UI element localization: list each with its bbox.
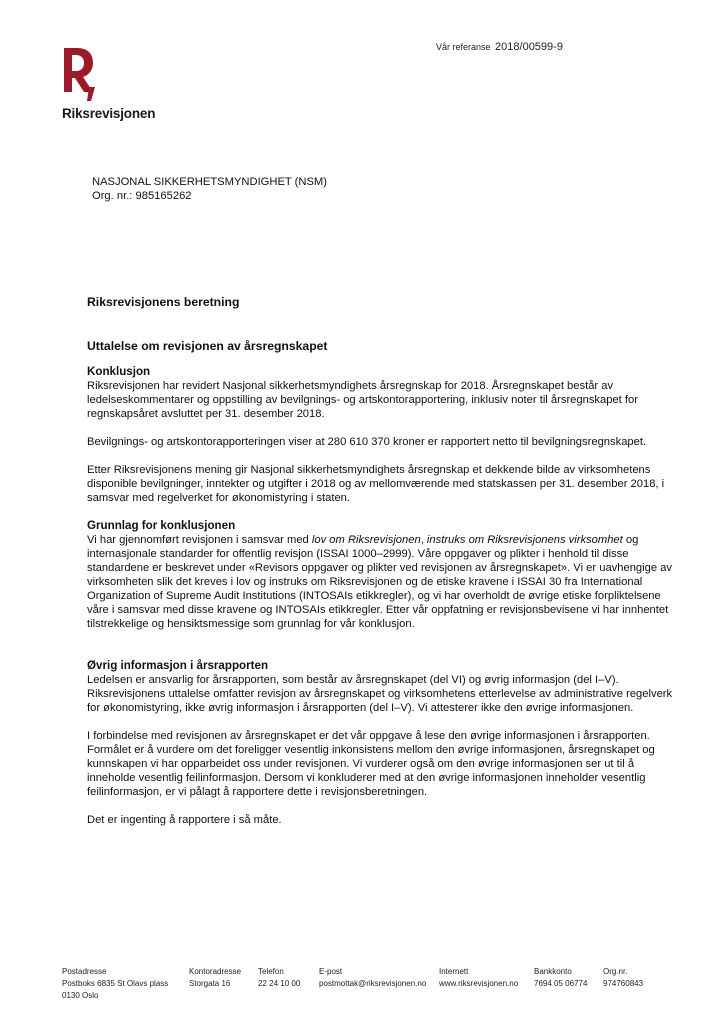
reference <box>436 41 563 53</box>
page-title: Riksrevisjonens beretning <box>87 295 240 309</box>
konklusjon-paragraph-1: Riksrevisjonen har revidert Nasjonal sikkerhetsmyndighets årsregnskap for 2018. Årsregnskapet består av ledelseskommentarer og oppstilling av bevilgnings- og artskontorapportering, inklusiv noter til årsregnskapet for regnskapsåret avsluttet per 31. desember 2018. <box>87 380 638 420</box>
footer-kontoradresse: Kontoradresse Storgata 16 <box>189 967 242 988</box>
law-reference: lov om Riksrevisjonen <box>311 534 421 546</box>
addressee <box>92 175 327 203</box>
footer-bankkonto: Bankkonto 7694 05 06774 <box>534 967 588 988</box>
logo-name: Riksrevisjonen <box>62 106 156 121</box>
ovrig-paragraph-2: I forbindelse med revisjonen av årsregnskapet er det vår oppgave å lese den øvrige informasjonen i årsrapporten. Formålet er å vurdere om det foreligger vesentlig inkonsistens mellom den øvrige informasjonen, årsregnskapet og kunnskapen vi har opparbeidet oss under revisjonen. Vi vurderer også om den øvrige informasjonen ser ut til å inneholde vesentlig feilinformasjon. Dersom vi konkluderer med at den øvrige informasjonen inneholder vesentlig feilinformasjon, er vi pålagt å rapportere dette i revisjonsberetningen. <box>87 730 655 798</box>
instruction-reference: instruks om Riksrevisjonens virksomhet <box>426 534 623 546</box>
konklusjon-heading: Konklusjon <box>87 365 151 378</box>
addressee-name: NASJONAL SIKKERHETSMYNDIGHET (NSM) <box>92 176 327 188</box>
grunnlag-paragraph: Vi har gjennomført revisjonen i samsvar med lov om Riksrevisjonen, instruks om Riksrevisjonens virksomhet og internasjonale standarder for offentlig revisjon (ISSAI 1000–2999). Våre oppgaver og plikter i henhold til disse standardene er beskrevet under «Revisors oppgaver og plikter ved revisjonen av årsregnskapet». Vi er uavhengige av virksomheten slik det kreves i lov og instruks om Riksrevisjonen og de etiske kravene i ISSAI 30 fra International Organization of Supreme Audit Institutions (INTOSAIs etikkregler), og vi har overholdt de øvrige etiske forpliktelsene våre i samsvar med disse kravene og INTOSAIs etikkregler. Etter vår oppfatning er revisjonsbevisene vi har innhentet tilstrekkelige og hensiktsmessige som grunnlag for vår konklusjon. <box>87 534 673 630</box>
addressee-orgnr: Org. nr.: 985165262 <box>92 190 192 202</box>
footer-epost: E-post postmottak@riksrevisjonen.no <box>319 967 427 988</box>
section-title: Uttalelse om revisjonen av årsregnskapet <box>87 339 328 353</box>
konklusjon-paragraph-3: Etter Riksrevisjonens mening gir Nasjonal sikkerhetsmyndighets årsregnskap et dekkende bilde av virksomhetens disponible bevilgninger, inntekter og utgifter i 2018 og av mellomværende med statskassen per 31. desember 2018, i samsvar med regelverket for økonomistyring i staten. <box>87 464 665 504</box>
footer-postadresse: Postadresse Postboks 6835 St Olavs plass 0130 Oslo <box>62 967 169 1000</box>
konklusjon-paragraph-2: Bevilgnings- og artskontorapporteringen viser at 280 610 370 kroner er rapportert netto til bevilgningsregnskapet. <box>87 436 647 448</box>
grunnlag-heading: Grunnlag for konklusjonen <box>87 519 236 532</box>
reference-number: 2018/00599-9 <box>495 41 563 53</box>
footer-telefon: Telefon 22 24 10 00 <box>258 967 301 988</box>
ovrig-heading: Øvrig informasjon i årsrapporten <box>87 659 269 672</box>
reference-label: Vår referanse <box>436 42 491 52</box>
report-body <box>87 294 677 841</box>
logo-mark <box>62 46 96 102</box>
logo <box>62 46 182 124</box>
footer-orgnr: Org.nr. 974760843 <box>603 967 644 988</box>
ovrig-paragraph-3: Det er ingenting å rapportere i så måte. <box>87 814 282 826</box>
footer-internett: Internett www.riksrevisjonen.no <box>439 967 519 988</box>
ovrig-paragraph-1: Ledelsen er ansvarlig for årsrapporten, som består av årsregnskapet (del VI) og øvrig informasjon (del I–V). Riksrevisjonens uttalelse omfatter revisjon av årsregnskapet og virksomhetens etterlevelse av administrative regelverk for økonomistyring, ikke øvrig informasjon i årsrapporten (del I–V). Vi attesterer ikke den øvrige informasjonen. <box>87 674 673 714</box>
